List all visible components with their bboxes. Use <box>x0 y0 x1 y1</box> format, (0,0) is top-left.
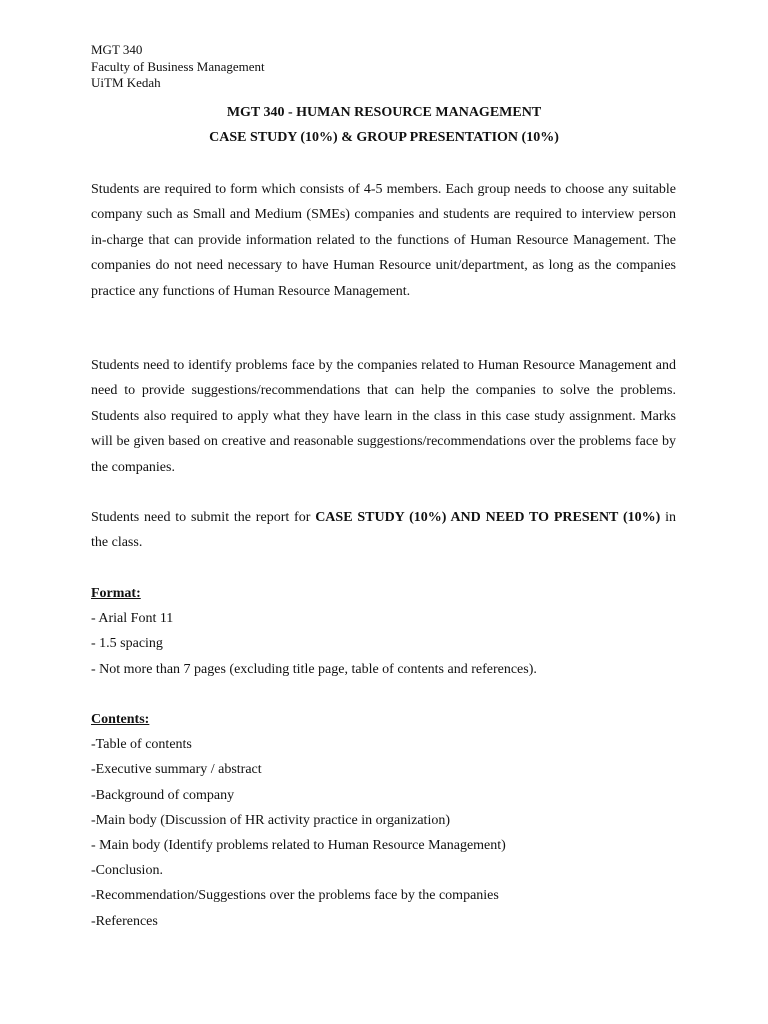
list-item: - Not more than 7 pages (excluding title page, table of contents and references). <box>91 661 537 677</box>
list-item: -Background of company <box>91 787 235 803</box>
format-heading: Format: <box>91 586 141 601</box>
list-item: -Main body (Discussion of HR activity practice in organization) <box>91 812 450 828</box>
course-header <box>91 42 265 92</box>
contents-heading: Contents: <box>91 712 150 727</box>
submission-text-end: in the class. <box>91 510 676 551</box>
course-code: MGT 340 <box>91 42 143 57</box>
list-item: -References <box>91 913 158 929</box>
submission-text-start: Students need to submit the report for <box>91 510 316 525</box>
paragraph-submission <box>91 505 676 556</box>
format-section <box>91 581 691 682</box>
paragraph-group-formation: Students are required to form which consists of 4-5 members. Each group needs to choose any suitable company such as Small and Medium (SMEs) companies and students are required to interview person in-charge that can provide information related to the functions of Human Resource Management. The companies do not need necessary to have Human Resource unit/department, as long as the companies practice any functions of Human Resource Management. <box>91 182 676 299</box>
list-item: -Table of contents <box>91 737 192 753</box>
list-item: -Conclusion. <box>91 863 163 879</box>
list-item: - Main body (Identify problems related to Human Resource Management) <box>91 838 506 854</box>
list-item: - 1.5 spacing <box>91 636 163 652</box>
paragraph-problem-identification: Students need to identify problems face by the companies related to Human Resource Management and need to provide suggestions/recommendations that can help the companies to solve the problems. Students also required to apply what they have learn in the class in this case study assignment. Marks will be given based on creative and reasonable suggestions/recommendations over the problems face by the companies. <box>91 358 676 475</box>
document-title: MGT 340 - HUMAN RESOURCE MANAGEMENT <box>226 105 542 120</box>
list-item: -Recommendation/Suggestions over the problems face by the companies <box>91 888 499 904</box>
submission-text-bold: CASE STUDY (10%) AND NEED TO PRESENT (10%) <box>315 510 661 525</box>
campus-name: UiTM Kedah <box>91 75 161 90</box>
faculty-name: Faculty of Business Management <box>91 58 265 74</box>
list-item: -Executive summary / abstract <box>91 762 262 778</box>
document-subtitle: CASE STUDY (10%) & GROUP PRESENTATION (10%) <box>209 130 559 145</box>
contents-section <box>91 707 691 934</box>
list-item: - Arial Font 11 <box>91 611 174 627</box>
